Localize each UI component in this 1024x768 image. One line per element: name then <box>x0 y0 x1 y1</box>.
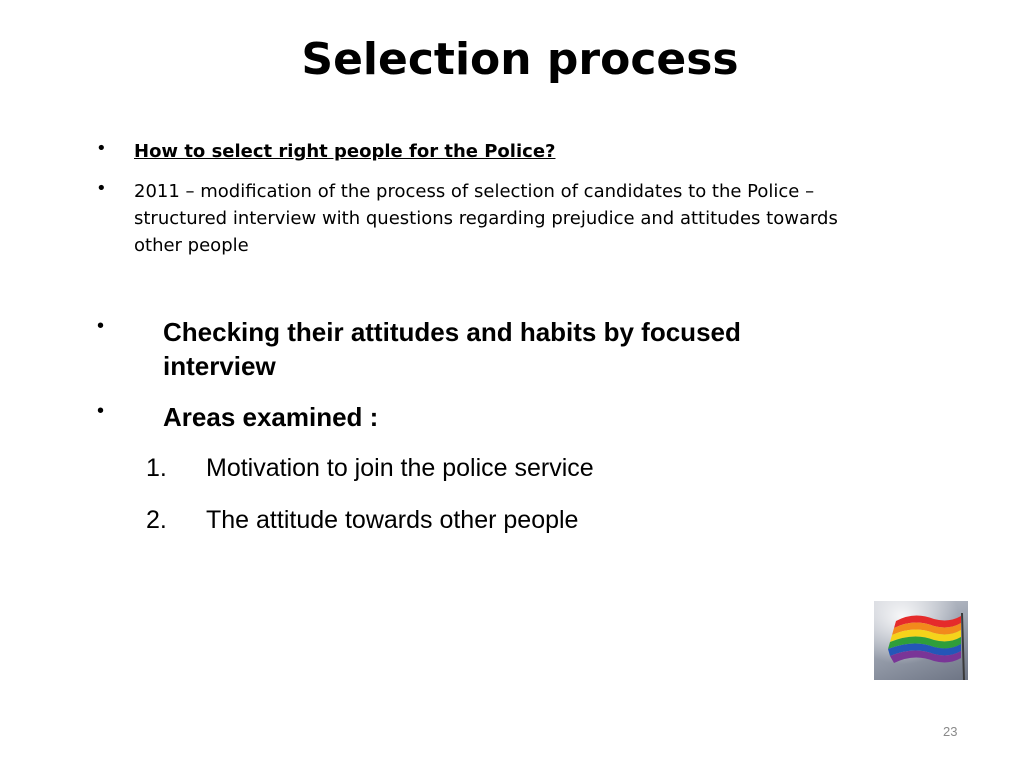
page-number: 23 <box>943 724 958 739</box>
rainbow-flag-image <box>874 601 968 680</box>
item-number: 1. <box>146 454 167 482</box>
bullet-modification <box>96 178 876 259</box>
item-text: The attitude towards other people <box>206 506 579 534</box>
rainbow-flag-icon <box>874 601 968 680</box>
slide-title: Selection process <box>301 34 739 85</box>
bullet-question-text: How to select right people for the Police? <box>134 141 556 162</box>
numbered-item <box>146 504 846 536</box>
bullet-question <box>96 138 876 165</box>
bullet-modification-text: 2011 – modification of the process of selection of candidates to the Police – structured interview with questions regarding prejudice and attitudes towards other people <box>134 181 838 256</box>
bullet-marker: • <box>96 178 107 199</box>
bullet-marker: • <box>97 400 105 422</box>
item-text: Motivation to join the police service <box>206 454 594 482</box>
bullet-marker: • <box>97 315 105 337</box>
bullet-areas-text: Areas examined : <box>163 402 379 432</box>
bullet-checking-text: Checking their attitudes and habits by focused interview <box>163 317 741 381</box>
bullet-marker: • <box>96 138 107 159</box>
item-number: 2. <box>146 506 167 534</box>
bullet-areas <box>97 400 857 434</box>
numbered-item <box>146 452 846 484</box>
bullet-checking <box>97 315 857 383</box>
